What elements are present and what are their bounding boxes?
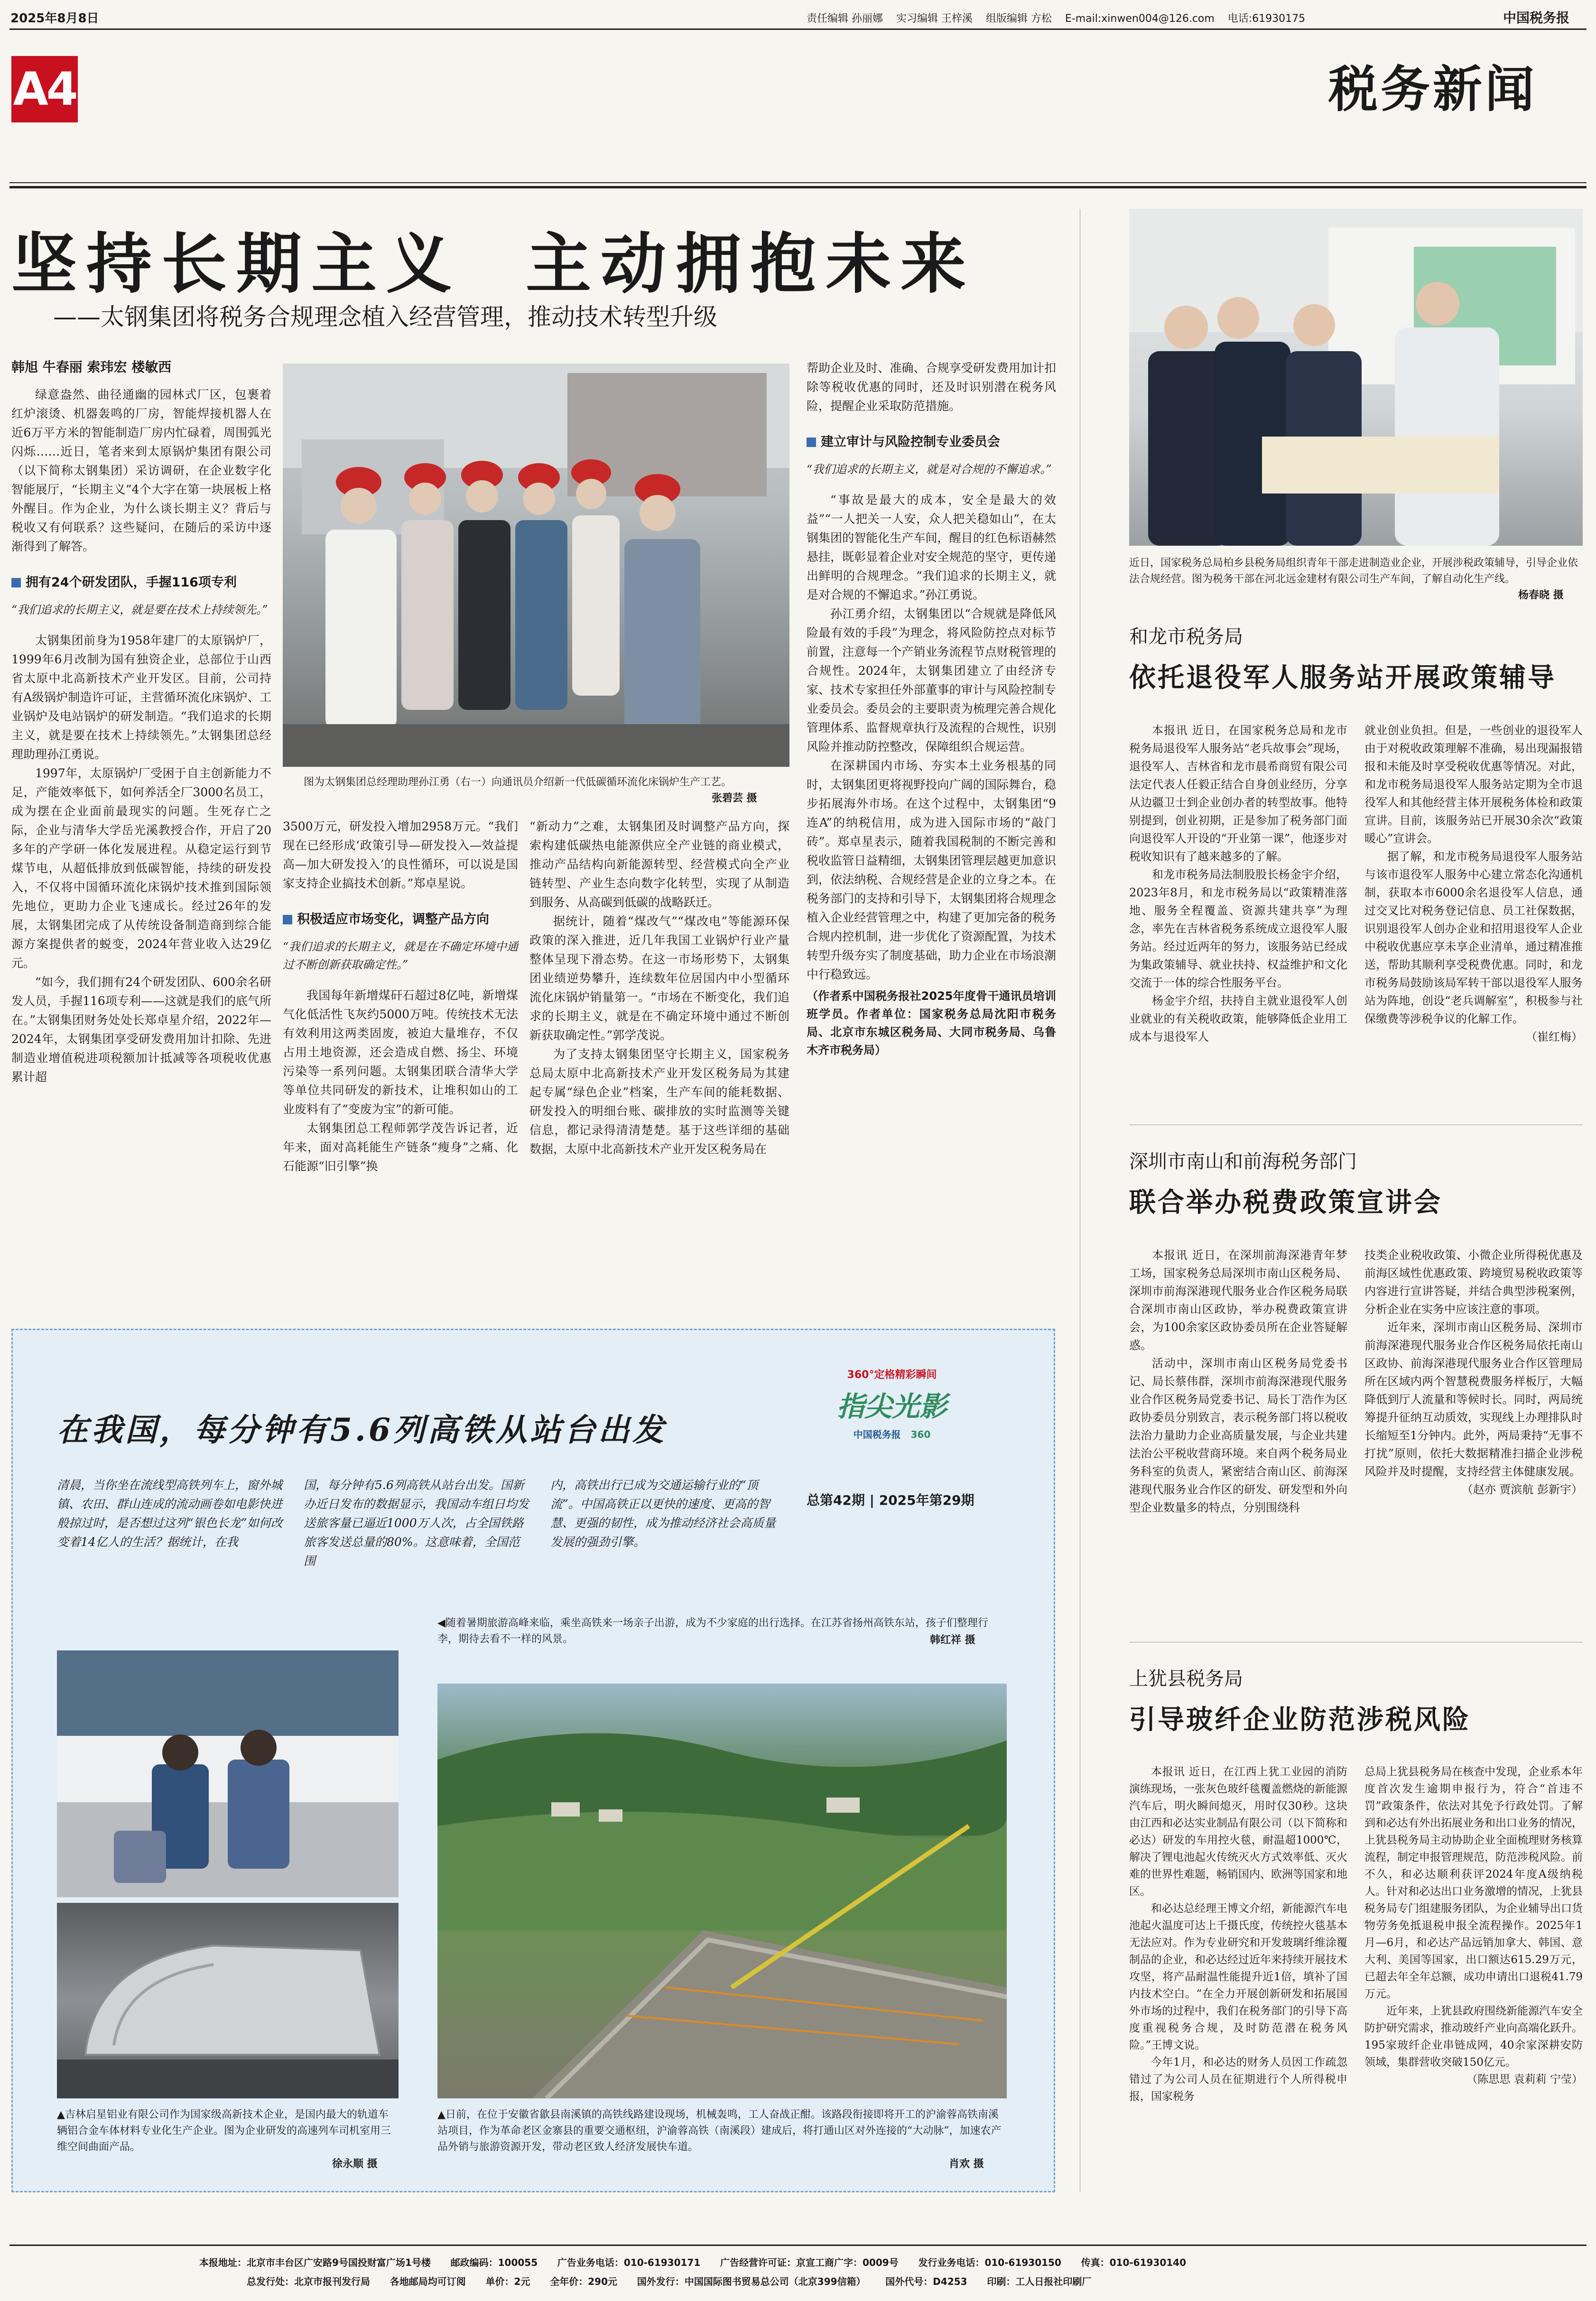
- lead-col2: [283, 817, 518, 1176]
- header-paper-name: 中国税务报: [1503, 10, 1570, 26]
- right4-col-b: [1364, 1763, 1583, 2088]
- right3-p1: 本报讯 近日，在深圳前海深港青年梦工场，国家税务总局深圳市南山区税务局、深圳市前海深港现代服务业合作区税务局联合深圳市南山区政协，举办税费政策宣讲会，为100余家区政协委员所在企业答疑解惑。: [1129, 1248, 1347, 1352]
- right4-p1: 本报讯 近日，在江西上犹工业园的消防演练现场，一张灰色玻纤毯覆盖燃烧的新能源汽车后，明火瞬间熄灭，用时仅30秒。这块由江西和必达实业制品有限公司（以下简称和必达）研发的车用控火毯，耐温超1000℃，解决了锂电池起火传统灭火方式效率低、灭火难的世界性难题，畅销国内、欧洲等国家和地区。: [1129, 1766, 1347, 1898]
- lead-col4-p4: 在深耕国内市场、夯实本土业务根基的同时，太钢集团更将视野投向广阔的国际舞台，稳步拓展海外市场。在这个过程中，太钢集团“9连A”的纳税信用，成为进入国际市场的“敲门砖”。郑卓星表示，随着我国税制的不断完善和税收监管日益精细，太钢集团管理层越更加意识到，依法纳税、合规经营是企业的立身之本。在税务部门的支持和引导下，太钢集团将合规理念植入企业经营管理之中，构建了更加完备的税务合规内控机制，进一步优化了资源配置，为技术转型升级夯实了制度基础，助力企业在市场浪潮中行稳致远。: [807, 759, 1056, 981]
- lead-col2-p1: 3500万元，研发投入增加2958万元。“我们现在已经形成‘政策引导—研发投入—效益提高—加大研发投入’的良性循环，可以说是国家支持企业搞技术创新。”郑卓星说。: [283, 820, 518, 890]
- lead-quote-1: “我们追求的长期主义，就是要在技术上持续领先。”: [11, 603, 268, 616]
- section-rule: [9, 182, 1587, 183]
- lead-col4: [807, 359, 1056, 1059]
- lead-col1-p2: 太钢集团前身为1958年建厂的太原锅炉厂，1999年6月改制为国有独资企业，总部位于山西省太原中北高新技术产业开发区。目前，公司持有A级锅炉制造许可证，主营循环流化床锅炉、工业锅炉及电站锅炉的研发制造。“我们追求的长期主义，就是要在技术上持续领先。”太钢集团总经理助理孙江勇说。: [11, 633, 271, 761]
- right3-p4: 近年来，深圳市南山区税务局、深圳市前海深港现代服务业合作区税务局依托南山区政协、前海深港现代服务业合作区管理局所在区域内两个智慧税费服务样板厅，大幅降低到厅人流量和等候时长。同时，两局统筹提升征纳互动质效，实现线上办理排队时长缩短至1分钟内。此外，两局秉持“无事不打扰”原则，依托大数据精准扫描企业涉税风险并及时提醒，支持经营主体健康发展。: [1364, 1321, 1583, 1478]
- rail-caption-top-credit: 韩红祥 摄: [930, 1634, 975, 1646]
- section-rule-thick: [9, 186, 1587, 188]
- right2-kicker: 和龙市税务局: [1129, 626, 1243, 648]
- lead-col3-p1: “新动力”之难，太钢集团及时调整产品方向，探索构建低碳热电能源供应全产业链的商业模式，推动产品结构向新能源转型、经营模式向全产业链转型、产业生态向数字化转型，实现了从制造到服务、从高碳到低碳的战略跃迁。: [529, 820, 789, 909]
- subhead-marker-icon: [283, 915, 292, 924]
- lead-col1: [11, 385, 271, 1087]
- right2-p2: 和龙市税务局法制股股长杨金宇介绍，2023年8月，和龙市税务局以“政策精准落地、服务全程覆盖、资源共建共享”为理念，率先在吉林省税务系统成立退役军人服务站。经过近两年的努力，该服务站已经成为集政策辅导、就业扶持、权益维护和文化交流于一体的综合性服务平台。: [1129, 868, 1347, 989]
- right4-p3: 今年1月，和必达的财务人员因工作疏忽错过了为公司人员在征期进行个人所得税申报，国家税务: [1129, 2056, 1347, 2103]
- lead-col3-p2: 据统计，随着“煤改气”“煤改电”等能源环保政策的深入推进，近几年我国工业锅炉行业产量整体呈现下滑态势。在这一市场形势下，太钢集团业绩逆势攀升，连续数年位居国内中小型循环流化床锅炉销量第一。“市场在不断变化，我们追求的长期主义，就是在不确定环境中通过不断创新获取确定性。”郭学茂说。: [529, 914, 789, 1042]
- lead-col1-p1: 绿意盎然、曲径通幽的园林式厂区，包裹着红炉滚烫、机器轰鸣的厂房，智能焊接机器人在近6万平方米的智能制造厂房内忙碌着，周围弧光闪烁……近日，笔者来到太原锅炉集团有限公司（以下简称太钢集团）采访调研，在企业数字化智能展厅，“长期主义”4个大字在第一块展板上格外醒目。作为企业，为什么谈长期主义？背后与税收又有何联系？这些疑问，在随后的采访中逐渐得到了解答。: [11, 388, 271, 553]
- rail-intro-a: 清晨，当你坐在流线型高铁列车上，窗外城镇、农田、群山连成的流动画卷如电影快进般掠过时，是否想过这列“银色长龙”如何改变着14亿人的生活？据统计，在我: [57, 1478, 283, 1549]
- right3-title: 联合举办税费政策宣讲会: [1129, 1187, 1442, 1218]
- lead-col2-p2: 我国每年新增煤矸石超过8亿吨，新增煤气化低活性飞灰约5000万吨。传统技术无法有效利用这两类固废，被迫大量堆存，不仅占用土地资源，还会造成自燃、扬尘、环境污染等一系列问题。太钢集团联合清华大学等单位共同研发的新技术，让堆积如山的工业废料有了“变废为宝”的新可能。: [283, 988, 518, 1116]
- lead-col4-p1: 帮助企业及时、准确、合规享受研发费用加计扣除等税收优惠的同时，还及时识别潜在税务风险，提醒企业采取防范措施。: [807, 361, 1056, 413]
- rail-intro-b: 国，每分钟有5.6列高铁从站台出发。国新办近日发布的数据显示，我国动车组日均发送旅客量已逼近1000万人次，占全国铁路旅客发送总量的80%。这意味着，全国范围: [304, 1478, 529, 1568]
- rail-logo-orgs: [807, 1427, 977, 1441]
- lead-title: 坚持长期主义 主动拥抱未来: [11, 225, 976, 302]
- right2-title: 依托退役军人服务站开展政策辅导: [1129, 662, 1556, 693]
- rail-caption-top: ◀随着暑期旅游高峰来临，乘坐高铁来一场亲子出游，成为不少家庭的出行选择。在江苏省扬州高铁东站，孩子们整理行李，期待去看不一样的风景。: [437, 1617, 988, 1645]
- footer-line-2: 总发行处：北京市报刊发行局 各地邮局均可订阅 单价：2元 全年价：290元 国外发行：中国国际图书贸易总公司（北京399信箱） 国外代号：D4253 印刷：工人日报社印刷厂: [247, 2276, 1092, 2287]
- right2-p4: 就业创业负担。但是，一些创业的退役军人由于对税收政策理解不准确，易出现漏报错报和未能及时享受税收优惠等情况。对此，和龙市税务局退役军人服务站定期为全市退役军人和其他经营主体开展税务体检和政策宣讲。目前，该服务站已开展30余次“政策暖心”宣讲会。: [1364, 724, 1583, 845]
- rail-logo-org1: 中国税务报: [853, 1429, 901, 1440]
- right3-col-a: [1129, 1246, 1347, 1517]
- lead-photo-factory-visit: [283, 363, 789, 767]
- lead-authors: 韩旭 牛春丽 索玮宏 楼敏西: [11, 359, 172, 375]
- page-number-badge: A4: [11, 56, 78, 122]
- rail-logo: 指尖光影: [836, 1390, 947, 1423]
- lead-col4-p2: “事故是最大的成本，安全是最大的效益”“一人把关一人安，众人把关稳如山”，在太钢集团的智能化生产车间，醒目的红色标语赫然悬挂，既彰显着企业对安全规范的坚守，更传递出鲜明的合规理念。“我们追求的长期主义，就是对合规的不懈追求。”孙江勇说。: [807, 493, 1056, 602]
- lead-subhead-1: 拥有24个研发团队，手握116项专利: [11, 573, 271, 592]
- rail-photo-kids-station: [57, 1650, 399, 1897]
- section-title: 税务新闻: [1328, 60, 1538, 118]
- footer-line-1: 本报地址：北京市丰台区广安路9号国投财富广场1号楼 邮政编码：100055 广告业务电话：010-61930171 广告经营许可证：京宣工商广字：0009号 发行业务电话：010-61930150 传真：010-61930140: [199, 2257, 1187, 2268]
- lead-quote-2: “我们追求的长期主义，就是在不确定环境中通过不断创新获取确定性。”: [283, 940, 518, 971]
- right4-col-a: [1129, 1763, 1347, 2105]
- right4-p2: 和必达总经理王博文介绍，新能源汽车电池起火温度可达上千摄氏度，传统控火毯基本无法应对。作为专业研究和开发玻璃纤维涂覆制品的企业，和必达经过近年来持续开展技术攻坚，将产品耐温性能提升近1倍，填补了国内技术空白。“在全力开展创新研发和拓展国外市场的过程中，我们在税务部门的引导下高度重视税务合规，及时防范潜在税务风险。”王博文说。: [1129, 1902, 1347, 2051]
- right4-p5: 近年来，上犹县政府围绕新能源汽车安全防护研究需求，推动玻纤产业向高端化跃升。195家玻纤企业串链成网，40余家深耕安防领域，集群营收突破150亿元。: [1364, 2005, 1583, 2068]
- right4-p4: 总局上犹县税务局在核查中发现，企业系本年度首次发生逾期申报行为，符合“首违不罚”政策条件，依法对其免予行政处罚。了解到和必达有外出拓展业务和出口业务的情况，上犹县税务局主动协助企业全面梳理财务核算流程，制定申报管理规范，防范涉税风险。前不久，和必达顺利获评2024年度A级纳税人。针对和必达出口业务激增的情况，上犹县税务局专门组建服务团队，为企业辅导出口货物劳务免抵退税申报全流程操作。2025年1月—6月，和必达产品远销加拿大、韩国、意大利、美国等国家，出口额达615.29万元，已超去年全年总额，成功申请出口退税41.79万元。: [1364, 1766, 1583, 2000]
- right2-col-a: [1129, 721, 1347, 1046]
- rail-logo-badge: [807, 1367, 977, 1481]
- lead-col1-p4: “如今，我们拥有24个研发团队、600余名研发人员，手握116项专利——这就是我们的底气所在。”太钢集团财务处处长郑卓星介绍，2022年—2024年，太钢集团享受研发费用加计扣除、先进制造业增值税进项税额加计抵减等各项税收优惠累计超: [11, 975, 271, 1084]
- header-editors: 责任编辑 孙丽娜 实习编辑 王梓溪 组版编辑 方松 E-mail:xinwen004@126.com 电话:61930175: [807, 13, 1306, 25]
- right2-p5: 据了解，和龙市税务局退役军人服务站与该市退役军人服务中心建立常态化沟通机制，获取本市6000余名退役军人信息，通过交叉比对税务登记信息、员工社保数据，识别退役军人创办企业和招用退役军人企业中税收优惠应享未享企业清单，通过精准推送，帮助其顺利享受税费优惠。同时，和龙市税务局鼓励该局军转干部以退役军人服务站为阵地，创设“老兵调解室”，积极参与社保缴费等涉税争议的化解工作。: [1364, 850, 1583, 1025]
- lead-col3-p3: 为了支持太钢集团坚守长期主义，国家税务总局太原中北高新技术产业开发区税务局为其建起专属“绿色企业”档案，生产车间的能耗数据、研发投入的明细台账、碳排放的实时监测等关键信息，都记录得清清楚楚。基于这些详细的基础数据，太原中北高新技术产业开发区税务局在: [529, 1047, 789, 1156]
- rail-caption-right: ▲日前，在位于安徽省歙县南溪镇的高铁线路建设现场，机械轰鸣，工人奋战正酣。该路段衔接即将开工的沪渝蓉高铁南溪站项目，作为革命老区金寨县的重要交通枢纽，沪渝蓉高铁（南溪段）建成后，将打通山区对外连接的“大动脉”，加速农产品外销与旅游资源开发，带动老区致人经济发展快车道。: [437, 2109, 1002, 2153]
- lead-quote-3: “我们追求的长期主义，就是对合规的不懈追求。”: [807, 463, 1052, 476]
- right2-p3: 杨金宇介绍，扶持自主就业退役军人创业就业的有关税收政策，能够降低企业用工成本与退役军人: [1129, 994, 1347, 1043]
- right3-kicker: 深圳市南山和前海税务部门: [1129, 1151, 1357, 1173]
- lead-col1-p3: 1997年，太原锅炉厂受困于自主创新能力不足，产能效率低下，如何养活全厂3000名员工，成为摆在企业面前最现实的问题。生死存亡之际，企业与清华大学岳光溪教授合作，开启了20多年的产学研一体化发展进程。从稳定运行到节煤节电，从超低排放到低碳智能，持续的研发投入，不仅将中国循环流化床锅炉技术推到国际领先地位，更助力企业飞速成长。经过26年的发展，太钢集团完成了从传统设备制造商到综合能源方案提供者的蜕变，2024年营业收入达29亿元。: [11, 766, 271, 970]
- right4-title: 引导玻纤企业防范涉税风险: [1129, 1704, 1471, 1735]
- right3-author: （赵亦 贾滨航 彭新宇）: [1461, 1483, 1583, 1496]
- rail-caption-left-credit: 徐永顺 摄: [332, 2158, 378, 2170]
- rail-title: 在我国，每分钟有5.6列高铁从站台出发: [57, 1411, 667, 1448]
- rail-issue: 总第42期 | 2025年第29期: [807, 1492, 974, 1508]
- right4-author: （陈思思 袁莉莉 宁莹）: [1466, 2073, 1583, 2086]
- lead-subhead-3: 建立审计与风险控制专业委员会: [807, 433, 1056, 452]
- lead-col4-p3: 孙江勇介绍，太钢集团以“合规就是降低风险最有效的手段”为理念，将风险防控点对标节前置，注意每一个产销业务流程节点财税管理的合规性。2024年，太钢集团建立了由经济专家、技术专家担任外部董事的审计与风险控制专业委员会。委员会的主要职责为梳理完善合规化管理体系、监督规章执行及流程的合规性，识别风险并推动防控整改，保障组织合规运营。: [807, 607, 1056, 754]
- rail-caption-left: ▲吉林启星铝业有限公司作为国家级高新技术企业，是国内最大的轨道车辆铝合金车体材料专业化生产企业。图为企业研发的高速列车司机室用三维空间曲面产品。: [57, 2109, 391, 2153]
- lead-col2-p3: 太钢集团总工程师郭学茂告诉记者，近年来，面对高耗能生产链条“瘦身”之痛、化石能源“旧引擎”换: [283, 1121, 518, 1173]
- header-date: 2025年8月8日: [10, 11, 99, 26]
- right-photo-tax-officers: [1129, 209, 1583, 546]
- lead-author-note: （作者系中国税务报社2025年度骨干通讯员培训班学员。作者单位：国家税务总局沈阳市税务局、北京市东城区税务局、大同市税务局、乌鲁木齐市税务局）: [807, 989, 1056, 1057]
- header-rule: [9, 28, 1587, 30]
- right3-p2: 活动中，深圳市南山区税务局党委书记、局长蔡伟群，深圳市前海深港现代服务业合作区税务局党委书记、局长丁浩作为区政协委员分别致言，表示税务部门将以税收法治力量助力企业高质量发展，与企业共建法治公平税收营商环境。来自两个税务局业务科室的负责人，紧密结合南山区、前海深港现代服务业合作区的研发、研发型和外向型企业数量多的特点，分别围绕科: [1129, 1357, 1347, 1514]
- right3-p3: 技类企业税收政策、小微企业所得税优惠及前海区域性优惠政策、跨境贸易税收政策等内容进行宣讲答疑，并结合典型涉税案例，分析企业在实务中应该注意的事项。: [1364, 1248, 1583, 1316]
- right-photo-caption: 近日，国家税务总局柏乡县税务局组织青年干部走进制造业企业，开展涉税政策辅导，引导企业依法合规经营。图为税务干部在河北远金建材有限公司生产车间，了解自动化生产线。: [1129, 557, 1578, 585]
- lead-subtitle: ——太钢集团将税务合规理念植入经营管理，推动技术转型升级: [53, 303, 717, 331]
- lead-col3: [529, 817, 789, 1159]
- right2-author: （崔红梅）: [1526, 1030, 1583, 1043]
- subhead-marker-icon: [11, 578, 21, 587]
- footer-rule: [9, 2245, 1587, 2246]
- right-photo-credit: 杨春晓 摄: [1518, 589, 1564, 601]
- lead-photo-credit: 张碧芸 摄: [712, 792, 757, 804]
- right4-kicker: 上犹县税务局: [1129, 1668, 1243, 1690]
- rail-intro-c: 内，高铁出行已成为交通运输行业的“顶流”。中国高铁正以更快的速度、更高的智慧、更强的韧性，成为推动经济社会高质量发展的强劲引擎。: [550, 1478, 776, 1549]
- right2-p1: 本报讯 近日，在国家税务总局和龙市税务局退役军人服务站“老兵故事会”现场，退役军人、吉林省和龙市晨希商贸有限公司法定代表人任毅正结合自身创业经历，分享从边疆卫士到企业创办者的转型故事。他特别提到，创业初期，正是参加了税务部门面向退役军人开设的“开业第一课”，他逐步对税收知识有了越来越多的了解。: [1129, 724, 1347, 863]
- lead-subhead-2: 积极适应市场变化，调整产品方向: [283, 910, 518, 929]
- rail-badge-text: 360°定格精彩瞬间: [847, 1369, 937, 1381]
- rail-photo-construction: [437, 1684, 1007, 2098]
- right3-col-b: [1364, 1246, 1583, 1499]
- subhead-marker-icon: [807, 438, 816, 447]
- right2-col-b: [1364, 721, 1583, 1046]
- rail-caption-right-credit: 肖欢 摄: [949, 2158, 984, 2170]
- lead-photo-caption: 图为太钢集团总经理助理孙江勇（右一）向通讯员介绍新一代低碳循环流化床锅炉生产工艺。: [304, 776, 732, 788]
- rail-logo-org2: 360: [910, 1429, 931, 1440]
- rail-photo-aluminum-cab: [57, 1903, 399, 2098]
